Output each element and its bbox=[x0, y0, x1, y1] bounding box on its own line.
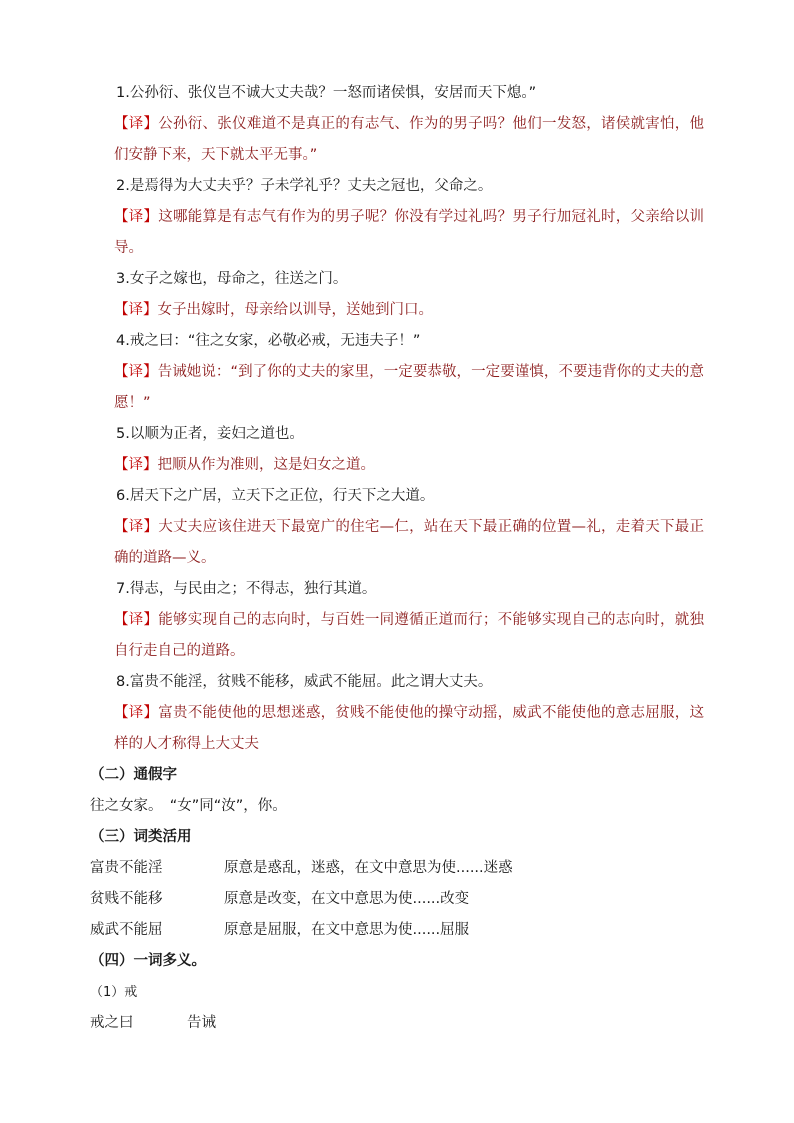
section-yiciduoyi bbox=[90, 946, 704, 1039]
polysemy-gloss: 告诫 bbox=[187, 1015, 216, 1031]
translation-text: 能够实现自己的志向时，与百姓一同遵循正道而行；不能够实现自己的志向时，就独自行走自己的道路。 bbox=[114, 612, 705, 659]
translation-1 bbox=[90, 109, 704, 171]
source-sentence-2: 2.是焉得为大丈夫乎？子未学礼乎？丈夫之冠也，父命之。 bbox=[116, 178, 493, 194]
document-content bbox=[90, 78, 704, 1039]
translation-text: 这哪能算是有志气有作为的男子呢？你没有学过礼吗？男子行加冠礼时，父亲给以训导。 bbox=[114, 209, 705, 256]
usage-row bbox=[90, 915, 704, 946]
subsection-label: （1）戒 bbox=[90, 985, 138, 1000]
usage-row bbox=[90, 884, 704, 915]
source-sentence-8: 8.富贵不能淫，贫贱不能移，威武不能屈。此之谓大丈夫。 bbox=[116, 674, 493, 690]
usage-gloss: 原意是改变，在文中意思为使......改变 bbox=[224, 891, 470, 907]
usage-term: 贫贱不能移 bbox=[90, 891, 163, 907]
translation-tag: 【译】 bbox=[114, 364, 158, 380]
translation-6 bbox=[90, 512, 704, 574]
source-sentence-6: 6.居天下之广居，立天下之正位，行天下之大道。 bbox=[116, 488, 435, 504]
translation-tag: 【译】 bbox=[114, 116, 159, 132]
section-tongjiazi bbox=[90, 760, 704, 822]
translation-tag: 【译】 bbox=[114, 612, 159, 628]
source-sentence-3: 3.女子之嫁也，母命之，往送之门。 bbox=[116, 271, 348, 287]
source-sentence-4: 4.戒之曰：“往之女家，必敬必戒，无违夫子！” bbox=[116, 333, 421, 349]
translation-text: 富贵不能使他的思想迷惑，贫贱不能使他的操守动摇，威武不能使他的意志屈服，这样的人才称得上大丈夫 bbox=[114, 705, 705, 752]
translation-tag: 【译】 bbox=[114, 519, 159, 535]
usage-gloss: 原意是惑乱，迷惑，在文中意思为使......迷惑 bbox=[224, 860, 513, 876]
translation-text: 公孙衍、张仪难道不是真正的有志气、作为的男子吗？他们一发怒，诸侯就害怕，他们安静下来，天下就太平无事。” bbox=[114, 116, 705, 163]
translation-4 bbox=[90, 357, 704, 419]
source-sentence-1: 1.公孙衍、张仪岂不诚大丈夫哉？一怒而诸侯惧，安居而天下熄。” bbox=[116, 85, 537, 101]
source-sentence-5: 5.以顺为正者，妾妇之道也。 bbox=[116, 426, 304, 442]
polysemy-row bbox=[90, 1008, 704, 1039]
translation-2 bbox=[90, 202, 704, 264]
usage-term: 富贵不能淫 bbox=[90, 860, 163, 876]
translation-5 bbox=[90, 450, 704, 481]
section-cileihuoyong bbox=[90, 822, 704, 946]
translation-text: 大丈夫应该住进天下最宽广的住宅—仁，站在天下最正确的位置—礼，走着天下最正确的道路—义。 bbox=[114, 519, 705, 566]
translation-text: 告诫她说：“到了你的丈夫的家里，一定要恭敬，一定要谨慎，不要违背你的丈夫的意愿！” bbox=[114, 364, 704, 411]
section-text: 往之女家。 “女”同“汝”，你。 bbox=[90, 798, 287, 814]
polysemy-term: 戒之曰 bbox=[90, 1015, 134, 1031]
translation-text: 女子出嫁时，母亲给以训导，送她到门口。 bbox=[157, 302, 433, 318]
translation-tag: 【译】 bbox=[114, 705, 159, 721]
translation-tag: 【译】 bbox=[114, 302, 158, 318]
translation-text: 把顺从作为准则，这是妇女之道。 bbox=[157, 457, 375, 473]
section-heading: （四）一词多义。 bbox=[90, 953, 206, 969]
translation-3 bbox=[90, 295, 704, 326]
usage-term: 威武不能屈 bbox=[90, 922, 163, 938]
section-heading: （二）通假字 bbox=[90, 767, 177, 783]
translation-7 bbox=[90, 605, 704, 667]
translation-tag: 【译】 bbox=[114, 209, 159, 225]
translation-8 bbox=[90, 698, 704, 760]
usage-gloss: 原意是屈服，在文中意思为使......屈服 bbox=[224, 922, 470, 938]
usage-row bbox=[90, 853, 704, 884]
source-sentence-7: 7.得志，与民由之；不得志，独行其道。 bbox=[116, 581, 377, 597]
translation-list bbox=[90, 78, 704, 760]
section-heading: （三）词类活用 bbox=[90, 829, 192, 845]
translation-tag: 【译】 bbox=[114, 457, 158, 473]
